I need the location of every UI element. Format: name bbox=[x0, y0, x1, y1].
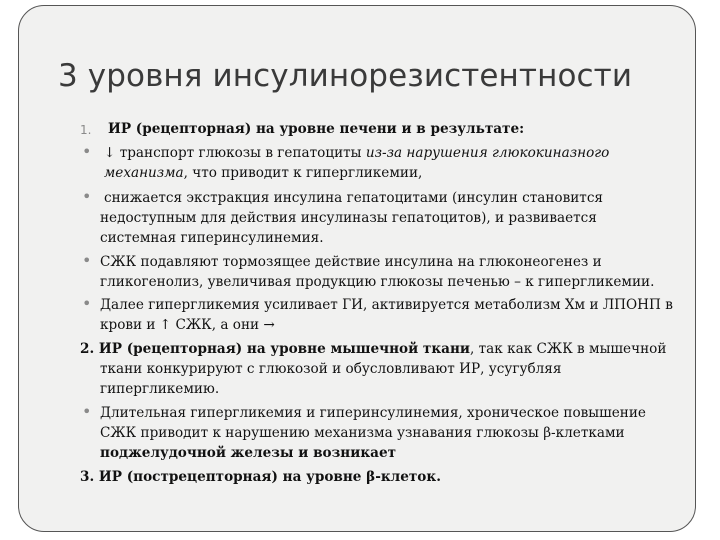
item-text: снижается экстракция инсулина гепатоцитами (инсулин становится bbox=[104, 190, 604, 206]
item-text: СЖК подавляют тормозящее действие инсулина на глюконеогенез и bbox=[100, 254, 602, 270]
item-text: недоступным для действия инсулиназы гепатоцитов), и развивается bbox=[100, 210, 597, 226]
bullet-icon: • bbox=[82, 142, 92, 161]
slide-title: 3 уровня инсулинорезистентности bbox=[58, 58, 633, 94]
item-text-bold: поджелудочной железы и возникает bbox=[100, 445, 397, 461]
item-text: ИР (рецепторная) на уровне печени и в результате: bbox=[108, 121, 525, 137]
bullet-icon: • bbox=[82, 294, 92, 313]
list-number: 1. bbox=[80, 123, 92, 137]
item-text-italic: из-за нарушения глюкокиназного bbox=[365, 145, 610, 161]
item-text: СЖК приводит к нарушению механизма узнавания глюкозы β-клетками bbox=[100, 425, 625, 441]
item-text-italic: механизма bbox=[104, 165, 184, 181]
item-line bbox=[80, 339, 666, 359]
item-text: гипергликемию. bbox=[100, 381, 220, 397]
item-text: , так как СЖК в мышечной bbox=[470, 341, 667, 357]
bullet-icon: • bbox=[82, 402, 92, 421]
item-text: системная гиперинсулинемия. bbox=[100, 230, 324, 246]
item-line bbox=[104, 163, 422, 183]
item-text: гликогенолиз, увеличивая продукцию глюкозы печенью – к гипергликемии. bbox=[100, 274, 655, 290]
item-text-bold: 2. ИР (рецепторная) на уровне мышечной ткани bbox=[80, 341, 471, 357]
item-text: , что приводит к гипергликемии, bbox=[183, 165, 423, 181]
item-text: ↓ транспорт глюкозы в гепатоциты bbox=[104, 145, 366, 161]
item-line bbox=[104, 143, 609, 163]
item-text: Длительная гипергликемия и гиперинсулинемия, хроническое повышение bbox=[100, 405, 646, 421]
item-text: крови и ↑ СЖК, а они → bbox=[100, 317, 275, 333]
bullet-icon: • bbox=[82, 251, 92, 270]
item-text-bold: 3. ИР (пострецепторная) на уровне β-клеток. bbox=[80, 469, 441, 485]
item-text: Далее гипергликемия усиливает ГИ, активируется метаболизм Хм и ЛПОНП в bbox=[100, 297, 673, 313]
item-text: ткани конкурируют с глюкозой и обусловливают ИР, усугубляя bbox=[100, 361, 562, 377]
bullet-icon: • bbox=[82, 187, 92, 206]
